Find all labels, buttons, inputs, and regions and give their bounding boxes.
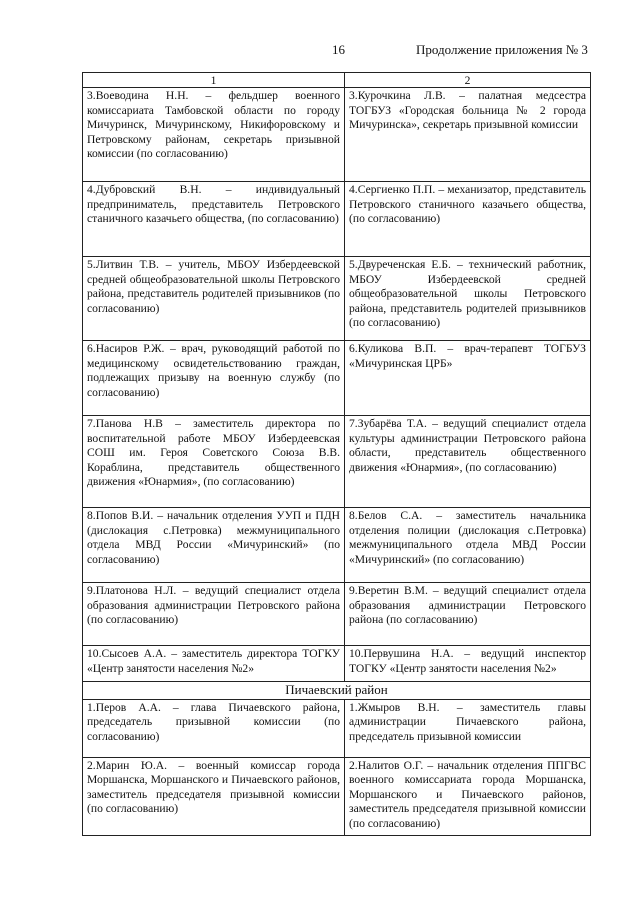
table-cell: 6.Насиров Р.Ж. – врач, руководящий работой по медицинскому освидетельствованию граждан, подлежащих призыву на военную службу (по согласованию) [83,341,345,416]
table-cell: 9.Платонова Н.Л. – ведущий специалист отдела образования администрации Петровского района (по согласованию) [83,583,345,646]
table-row [83,646,591,682]
table-cell: 2.Налитов О.Г. – начальник отделения ППГВС военного комиссариата города Моршанска, Моршанского и Пичаевского районов, заместитель председателя призывной комиссии (по согласованию) [345,757,591,835]
section-title: Пичаевский район [83,682,591,700]
table-cell: 7.Зубарёва Т.А. – ведущий специалист отдела культуры администрации Петровского района области, представитель общественного движения «Юнармия», (по согласованию) [345,416,591,508]
column-header-2: 2 [345,73,591,88]
table-cell: 3.Курочкина Л.В. – палатная медсестра ТОГБУЗ «Городская больница № 2 города Мичуринска», секретарь призывной комиссии [345,88,591,182]
page-number: 16 [332,42,345,57]
table-row [83,88,591,182]
table-cell: 1.Жмыров В.Н. – заместитель главы администрации Пичаевского района, председатель призывной комиссии [345,699,591,757]
table-cell: 10.Первушина Н.А. – ведущий инспектор ТОГКУ «Центр занятости населения №2» [345,646,591,682]
page-header: Продолжение приложения № 3 [416,42,588,57]
table-row [83,182,591,257]
table-row [83,416,591,508]
table-header-row [83,73,591,88]
table-cell: 1.Перов А.А. – глава Пичаевского района, председатель призывной комиссии (по согласованию) [83,699,345,757]
table-row [83,757,591,835]
table-cell: 10.Сысоев А.А. – заместитель директора ТОГКУ «Центр занятости населения №2» [83,646,345,682]
table-cell: 8.Попов В.И. – начальник отделения УУП и ПДН (дислокация с.Петровка) межмуниципального отдела МВД России «Мичуринский» (по согласованию) [83,508,345,583]
table-cell: 8.Белов С.А. – заместитель начальника отделения полиции (дислокация с.Петровка) межмуниципального отдела МВД России «Мичуринский» (по согласованию) [345,508,591,583]
column-header-1: 1 [83,73,345,88]
table-row [83,341,591,416]
table-cell: 7.Панова Н.В – заместитель директора по воспитательной работе МБОУ Избердеевская СОШ им. Героя Советского Союза В.В. Кораблина, представитель общественного движения «Юнармия», (по согласованию) [83,416,345,508]
table-row [83,508,591,583]
table-cell: 4.Сергиенко П.П. – механизатор, представитель Петровского станичного казачьего общества, (по согласованию) [345,182,591,257]
table-cell: 5.Двуреченская Е.Б. – технический работник, МБОУ Избердеевской средней общеобразовательной школы Петровского района, представитель родителей призывников (по согласованию) [345,257,591,341]
table-cell: 2.Марин Ю.А. – военный комиссар города Моршанска, Моршанского и Пичаевского районов, заместитель председателя призывной комиссии (по согласованию) [83,757,345,835]
table-cell: 5.Литвин Т.В. – учитель, МБОУ Избердеевской средней общеобразовательной школы Петровского района, представитель родителей призывников (по согласованию) [83,257,345,341]
section-header-row [83,682,591,700]
table-row [83,257,591,341]
table-row [83,583,591,646]
table-cell: 6.Куликова В.П. – врач-терапевт ТОГБУЗ «Мичуринская ЦРБ» [345,341,591,416]
table-cell: 9.Веретин В.М. – ведущий специалист отдела образования администрации Петровского района (по согласованию) [345,583,591,646]
members-table [82,72,591,836]
table-row [83,699,591,757]
table-cell: 3.Воеводина Н.Н. – фельдшер военного комиссариата Тамбовской области по городу Мичуринск, Мичуринскому, Никифоровскому и Петровскому районам, секретарь призывной комиссии (по согласованию) [83,88,345,182]
table-cell: 4.Дубровский В.Н. – индивидуальный предприниматель, представитель Петровского станичного казачьего общества, (по согласованию) [83,182,345,257]
